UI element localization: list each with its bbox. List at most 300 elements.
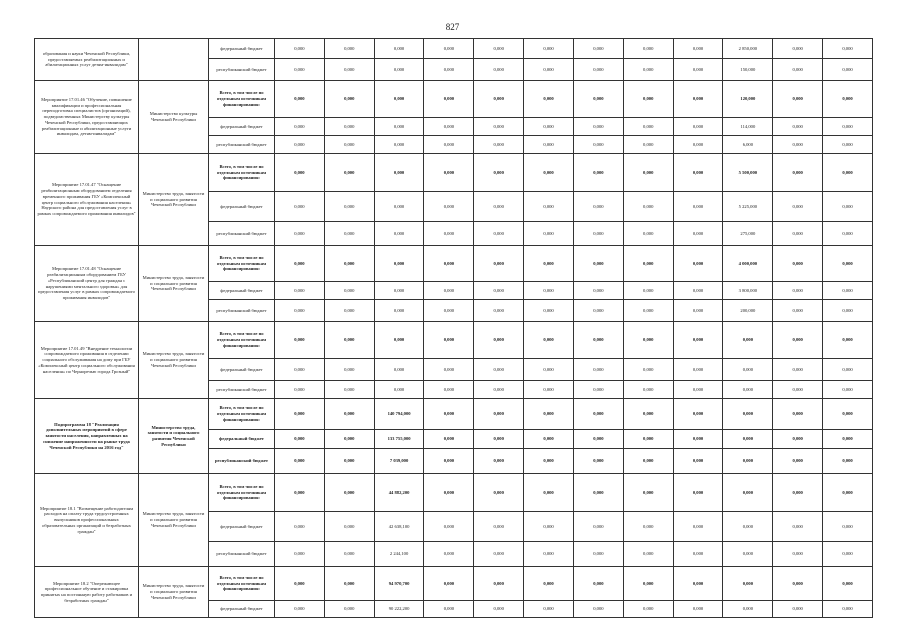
table-row <box>35 474 873 512</box>
value-cell: 0,000 <box>673 300 723 322</box>
value-cell: 0,000 <box>424 601 474 618</box>
value-cell: 0,000 <box>424 474 474 512</box>
value-cell: 0,000 <box>623 567 673 601</box>
value-cell: 0,000 <box>823 474 873 512</box>
value-cell: 0,000 <box>474 399 524 430</box>
value-cell: 0,000 <box>773 359 823 381</box>
value-cell: 0,000 <box>474 154 524 192</box>
value-cell: 0,000 <box>275 359 325 381</box>
value-cell: 0,000 <box>773 381 823 399</box>
funding-source-cell: республиканский бюджет <box>209 381 275 399</box>
value-cell: 0,000 <box>524 154 574 192</box>
value-cell: 0,000 <box>374 136 424 154</box>
value-cell: 120,000 <box>723 81 773 118</box>
value-cell: 3 800,000 <box>723 282 773 300</box>
value-cell: 0,000 <box>673 246 723 282</box>
value-cell: 0,000 <box>723 542 773 567</box>
value-cell: 114,000 <box>723 118 773 136</box>
value-cell: 0,000 <box>673 601 723 618</box>
value-cell: 0,000 <box>424 430 474 449</box>
value-cell: 0,000 <box>374 322 424 359</box>
value-cell: 0,000 <box>474 381 524 399</box>
value-cell: 0,000 <box>773 474 823 512</box>
value-cell: 0,000 <box>573 81 623 118</box>
value-cell: 0,000 <box>673 449 723 474</box>
value-cell: 0,000 <box>324 542 374 567</box>
value-cell: 0,000 <box>324 81 374 118</box>
funding-source-cell: Всего, в том числе по отдельным источникам финансирования: <box>209 567 275 601</box>
value-cell: 0,000 <box>275 222 325 246</box>
budget-table <box>34 38 873 618</box>
value-cell: 44 882,200 <box>374 474 424 512</box>
value-cell: 0,000 <box>275 154 325 192</box>
value-cell: 0,000 <box>573 39 623 59</box>
table-row <box>35 39 873 59</box>
value-cell: 0,000 <box>723 322 773 359</box>
value-cell: 0,000 <box>623 601 673 618</box>
value-cell: 0,000 <box>673 59 723 81</box>
funding-source-cell: республиканский бюджет <box>209 222 275 246</box>
measure-cell: Мероприятие 17.01.46 "Обучение, повышение квалификации и профессиональная переподготовка специалистов (организаций), подведомственных Министерству культуры Чеченской Республики, предоставляющих реабилитационные и абилитационные услуги инвалидам, детям-инвалидам" <box>35 81 139 154</box>
measure-cell: образования и науки Чеченской Республики, предоставляемых реабилитационных и абилитационных услуг детям-инвалидам" <box>35 39 139 81</box>
value-cell: 0,000 <box>623 300 673 322</box>
value-cell: 0,000 <box>424 222 474 246</box>
value-cell: 0,000 <box>275 399 325 430</box>
value-cell: 0,000 <box>275 136 325 154</box>
value-cell: 0,000 <box>623 359 673 381</box>
value-cell: 0,000 <box>673 399 723 430</box>
value-cell: 0,000 <box>374 246 424 282</box>
value-cell: 0,000 <box>573 474 623 512</box>
value-cell: 200,000 <box>723 300 773 322</box>
value-cell: 0,000 <box>424 449 474 474</box>
value-cell: 0,000 <box>723 567 773 601</box>
table-row <box>35 322 873 359</box>
value-cell: 0,000 <box>823 118 873 136</box>
value-cell: 0,000 <box>623 81 673 118</box>
value-cell: 0,000 <box>474 81 524 118</box>
value-cell: 0,000 <box>424 118 474 136</box>
value-cell: 0,000 <box>374 118 424 136</box>
funding-source-cell: федеральный бюджет <box>209 282 275 300</box>
value-cell: 0,000 <box>823 81 873 118</box>
value-cell: 0,000 <box>324 136 374 154</box>
value-cell: 0,000 <box>524 430 574 449</box>
value-cell: 0,000 <box>673 322 723 359</box>
value-cell: 0,000 <box>275 512 325 542</box>
value-cell: 0,000 <box>474 449 524 474</box>
value-cell: 0,000 <box>324 222 374 246</box>
value-cell: 0,000 <box>773 246 823 282</box>
measure-cell: Мероприятие 17.01.48 "Оснащение реабилитационным оборудованием ГБУ «Республиканский центр для граждан с нарушениями ментального здоровья» для предоставления услуг в рамках сопровождаемого проживания инвалидов" <box>35 246 139 322</box>
value-cell: 0,000 <box>374 192 424 222</box>
value-cell: 0,000 <box>673 136 723 154</box>
value-cell: 0,000 <box>723 359 773 381</box>
value-cell: 0,000 <box>524 282 574 300</box>
value-cell: 0,000 <box>673 39 723 59</box>
value-cell: 0,000 <box>374 59 424 81</box>
value-cell: 0,000 <box>623 222 673 246</box>
value-cell: 6,000 <box>723 136 773 154</box>
value-cell: 0,000 <box>723 601 773 618</box>
value-cell: 140 794,000 <box>374 399 424 430</box>
value-cell: 0,000 <box>573 300 623 322</box>
value-cell: 0,000 <box>673 222 723 246</box>
funding-source-cell: федеральный бюджет <box>209 39 275 59</box>
value-cell: 0,000 <box>275 282 325 300</box>
value-cell: 0,000 <box>623 322 673 359</box>
value-cell: 0,000 <box>324 39 374 59</box>
value-cell: 0,000 <box>374 381 424 399</box>
value-cell: 0,000 <box>324 192 374 222</box>
value-cell: 133 755,000 <box>374 430 424 449</box>
value-cell: 0,000 <box>524 81 574 118</box>
measure-cell: Подпрограмма 18 "Реализация дополнительных мероприятий в сфере занятости населения, направленных на снижение напряженности на рынке труда Чеченской Республики на 2016 год" <box>35 399 139 474</box>
value-cell: 0,000 <box>773 222 823 246</box>
value-cell: 0,000 <box>474 39 524 59</box>
value-cell: 0,000 <box>424 567 474 601</box>
executor-cell <box>139 39 209 81</box>
value-cell: 0,000 <box>424 39 474 59</box>
value-cell: 0,000 <box>324 300 374 322</box>
value-cell: 0,000 <box>573 222 623 246</box>
value-cell: 0,000 <box>474 282 524 300</box>
value-cell: 0,000 <box>474 59 524 81</box>
value-cell: 0,000 <box>623 512 673 542</box>
value-cell: 0,000 <box>524 359 574 381</box>
value-cell: 0,000 <box>573 282 623 300</box>
value-cell: 0,000 <box>773 300 823 322</box>
value-cell: 0,000 <box>424 246 474 282</box>
value-cell: 0,000 <box>573 118 623 136</box>
value-cell: 0,000 <box>723 512 773 542</box>
value-cell: 0,000 <box>474 222 524 246</box>
value-cell: 0,000 <box>673 381 723 399</box>
funding-source-cell: Всего, в том числе по отдельным источникам финансирования: <box>209 246 275 282</box>
value-cell: 0,000 <box>374 154 424 192</box>
value-cell: 0,000 <box>524 474 574 512</box>
value-cell: 0,000 <box>275 381 325 399</box>
value-cell: 7 039,000 <box>374 449 424 474</box>
value-cell: 94 970,700 <box>374 567 424 601</box>
table-row <box>35 399 873 430</box>
value-cell: 0,000 <box>324 282 374 300</box>
value-cell: 0,000 <box>723 399 773 430</box>
value-cell: 0,000 <box>773 601 823 618</box>
value-cell: 0,000 <box>673 512 723 542</box>
funding-source-cell: Всего, в том числе по отдельным источникам финансирования: <box>209 154 275 192</box>
value-cell: 0,000 <box>275 430 325 449</box>
value-cell: 0,000 <box>424 136 474 154</box>
value-cell: 0,000 <box>773 542 823 567</box>
value-cell: 0,000 <box>823 39 873 59</box>
value-cell: 0,000 <box>573 246 623 282</box>
value-cell: 0,000 <box>474 512 524 542</box>
executor-cell: Министерство труда, занятости и социального развития Чеченской Республики <box>139 246 209 322</box>
value-cell: 0,000 <box>324 474 374 512</box>
value-cell: 150,000 <box>723 59 773 81</box>
value-cell: 0,000 <box>773 154 823 192</box>
value-cell: 0,000 <box>324 154 374 192</box>
value-cell: 0,000 <box>573 359 623 381</box>
value-cell: 0,000 <box>823 59 873 81</box>
value-cell: 0,000 <box>823 449 873 474</box>
value-cell: 0,000 <box>374 81 424 118</box>
value-cell: 0,000 <box>324 246 374 282</box>
value-cell: 0,000 <box>324 118 374 136</box>
measure-cell: Мероприятие 17.01.49 "Внедрение технологии сопровождаемого проживания в отделении социального обслуживания на дому при ГБУ «Комплексный центр социального обслуживания населения» по Черноречью города Грозный" <box>35 322 139 399</box>
funding-source-cell: федеральный бюджет <box>209 601 275 618</box>
value-cell: 0,000 <box>324 430 374 449</box>
value-cell: 0,000 <box>823 136 873 154</box>
value-cell: 0,000 <box>424 59 474 81</box>
value-cell: 0,000 <box>424 192 474 222</box>
value-cell: 0,000 <box>773 136 823 154</box>
executor-cell: Министерство труда, занятости и социального развития Чеченской Республики <box>139 322 209 399</box>
value-cell: 0,000 <box>823 359 873 381</box>
value-cell: 0,000 <box>823 282 873 300</box>
value-cell: 0,000 <box>773 567 823 601</box>
value-cell: 0,000 <box>573 567 623 601</box>
value-cell: 0,000 <box>773 39 823 59</box>
value-cell: 0,000 <box>324 399 374 430</box>
value-cell: 0,000 <box>623 282 673 300</box>
funding-source-cell: республиканский бюджет <box>209 542 275 567</box>
value-cell: 0,000 <box>773 59 823 81</box>
value-cell: 0,000 <box>623 381 673 399</box>
value-cell: 0,000 <box>474 246 524 282</box>
value-cell: 0,000 <box>424 81 474 118</box>
value-cell: 0,000 <box>623 39 673 59</box>
executor-cell: Министерство труда, занятости и социального развития Чеченской Республики <box>139 567 209 618</box>
value-cell: 0,000 <box>374 222 424 246</box>
value-cell: 0,000 <box>324 449 374 474</box>
value-cell: 0,000 <box>623 59 673 81</box>
value-cell: 0,000 <box>275 81 325 118</box>
value-cell: 0,000 <box>573 449 623 474</box>
table-row <box>35 567 873 601</box>
value-cell: 0,000 <box>324 59 374 81</box>
value-cell: 0,000 <box>524 39 574 59</box>
value-cell: 0,000 <box>474 474 524 512</box>
value-cell: 0,000 <box>524 399 574 430</box>
value-cell: 0,000 <box>573 192 623 222</box>
value-cell: 0,000 <box>773 399 823 430</box>
measure-cell: Мероприятие 18.1 "Возмещение работодателям расходов на оплату труда трудоустроенных выпускников профессиональных образовательных организаций и безработных граждан" <box>35 474 139 567</box>
value-cell: 0,000 <box>623 430 673 449</box>
value-cell: 0,000 <box>474 118 524 136</box>
value-cell: 0,000 <box>474 136 524 154</box>
value-cell: 0,000 <box>424 542 474 567</box>
value-cell: 0,000 <box>823 246 873 282</box>
funding-source-cell: Всего, в том числе по отдельным источникам финансирования: <box>209 474 275 512</box>
value-cell: 0,000 <box>673 154 723 192</box>
funding-source-cell: республиканский бюджет <box>209 449 275 474</box>
value-cell: 0,000 <box>275 39 325 59</box>
value-cell: 0,000 <box>773 118 823 136</box>
value-cell: 0,000 <box>524 449 574 474</box>
executor-cell: Министерство труда, занятости и социального развития Чеченской Республики <box>139 474 209 567</box>
value-cell: 0,000 <box>424 300 474 322</box>
value-cell: 0,000 <box>524 512 574 542</box>
value-cell: 0,000 <box>275 59 325 81</box>
value-cell: 0,000 <box>275 246 325 282</box>
value-cell: 0,000 <box>623 246 673 282</box>
value-cell: 0,000 <box>524 192 574 222</box>
funding-source-cell: федеральный бюджет <box>209 512 275 542</box>
measure-cell: Мероприятие 17.01.47 "Оснащение реабилитационным оборудованием отделения временного проживания ГБУ «Комплексный центр социального обслуживания населения» Наурского района для предоставления услуг в рамках сопровождаемого проживания инвалидов" <box>35 154 139 246</box>
value-cell: 0,000 <box>823 567 873 601</box>
value-cell: 0,000 <box>673 359 723 381</box>
page-number: 827 <box>445 22 460 32</box>
value-cell: 0,000 <box>524 246 574 282</box>
value-cell: 0,000 <box>524 601 574 618</box>
value-cell: 0,000 <box>524 322 574 359</box>
value-cell: 0,000 <box>823 512 873 542</box>
value-cell: 0,000 <box>823 399 873 430</box>
value-cell: 4 000,000 <box>723 246 773 282</box>
executor-cell: Министерство труда, занятости и социального развития Чеченской Республики <box>139 399 209 474</box>
value-cell: 0,000 <box>324 359 374 381</box>
value-cell: 0,000 <box>573 430 623 449</box>
value-cell: 0,000 <box>374 39 424 59</box>
value-cell: 0,000 <box>424 399 474 430</box>
value-cell: 0,000 <box>723 381 773 399</box>
table-row <box>35 246 873 282</box>
funding-source-cell: федеральный бюджет <box>209 359 275 381</box>
value-cell: 2 244,100 <box>374 542 424 567</box>
value-cell: 0,000 <box>524 381 574 399</box>
value-cell: 0,000 <box>424 154 474 192</box>
value-cell: 0,000 <box>474 430 524 449</box>
value-cell: 0,000 <box>275 118 325 136</box>
value-cell: 42 638,100 <box>374 512 424 542</box>
funding-source-cell: республиканский бюджет <box>209 136 275 154</box>
value-cell: 0,000 <box>623 136 673 154</box>
value-cell: 0,000 <box>275 300 325 322</box>
value-cell: 0,000 <box>623 118 673 136</box>
value-cell: 0,000 <box>324 381 374 399</box>
value-cell: 0,000 <box>424 359 474 381</box>
funding-source-cell: Всего, в том числе по отдельным источникам финансирования: <box>209 322 275 359</box>
value-cell: 0,000 <box>573 512 623 542</box>
value-cell: 0,000 <box>773 449 823 474</box>
value-cell: 0,000 <box>823 300 873 322</box>
value-cell: 0,000 <box>823 430 873 449</box>
value-cell: 0,000 <box>823 222 873 246</box>
value-cell: 0,000 <box>374 359 424 381</box>
value-cell: 0,000 <box>773 192 823 222</box>
funding-source-cell: Всего, в том числе по отдельным источникам финансирования: <box>209 81 275 118</box>
value-cell: 0,000 <box>524 136 574 154</box>
value-cell: 0,000 <box>573 322 623 359</box>
value-cell: 0,000 <box>723 474 773 512</box>
value-cell: 0,000 <box>474 601 524 618</box>
value-cell: 0,000 <box>823 381 873 399</box>
value-cell: 0,000 <box>374 282 424 300</box>
value-cell: 0,000 <box>573 59 623 81</box>
value-cell: 0,000 <box>823 192 873 222</box>
value-cell: 0,000 <box>823 601 873 618</box>
value-cell: 0,000 <box>623 474 673 512</box>
value-cell: 0,000 <box>623 449 673 474</box>
value-cell: 0,000 <box>723 430 773 449</box>
value-cell: 0,000 <box>623 542 673 567</box>
value-cell: 0,000 <box>573 154 623 192</box>
value-cell: 0,000 <box>474 322 524 359</box>
value-cell: 0,000 <box>673 118 723 136</box>
value-cell: 0,000 <box>275 601 325 618</box>
value-cell: 5 500,000 <box>723 154 773 192</box>
funding-source-cell: федеральный бюджет <box>209 192 275 222</box>
measure-cell: Мероприятие 18.2 "Опережающее профессиональное обучение и стажировка принятых на постоянную работу работников и безработных граждан" <box>35 567 139 618</box>
funding-source-cell: федеральный бюджет <box>209 118 275 136</box>
value-cell: 0,000 <box>324 601 374 618</box>
value-cell: 0,000 <box>524 59 574 81</box>
funding-source-cell: республиканский бюджет <box>209 300 275 322</box>
value-cell: 0,000 <box>773 322 823 359</box>
value-cell: 0,000 <box>275 322 325 359</box>
value-cell: 0,000 <box>673 192 723 222</box>
value-cell: 0,000 <box>275 542 325 567</box>
value-cell: 0,000 <box>823 154 873 192</box>
value-cell: 0,000 <box>573 399 623 430</box>
value-cell: 0,000 <box>474 567 524 601</box>
value-cell: 0,000 <box>524 300 574 322</box>
value-cell: 0,000 <box>524 567 574 601</box>
value-cell: 0,000 <box>673 282 723 300</box>
value-cell: 0,000 <box>324 322 374 359</box>
value-cell: 5 225,000 <box>723 192 773 222</box>
value-cell: 0,000 <box>823 542 873 567</box>
value-cell: 0,000 <box>474 542 524 567</box>
value-cell: 0,000 <box>275 567 325 601</box>
value-cell: 0,000 <box>773 282 823 300</box>
value-cell: 0,000 <box>673 542 723 567</box>
value-cell: 0,000 <box>573 601 623 618</box>
value-cell: 0,000 <box>474 300 524 322</box>
value-cell: 0,000 <box>374 300 424 322</box>
value-cell: 0,000 <box>524 118 574 136</box>
funding-source-cell: Всего, в том числе по отдельным источникам финансирования: <box>209 399 275 430</box>
value-cell: 0,000 <box>573 542 623 567</box>
table-row <box>35 154 873 192</box>
value-cell: 0,000 <box>424 512 474 542</box>
value-cell: 0,000 <box>324 512 374 542</box>
value-cell: 0,000 <box>474 192 524 222</box>
value-cell: 0,000 <box>573 136 623 154</box>
value-cell: 0,000 <box>673 567 723 601</box>
value-cell: 0,000 <box>424 282 474 300</box>
value-cell: 0,000 <box>623 399 673 430</box>
value-cell: 0,000 <box>673 81 723 118</box>
value-cell: 0,000 <box>773 81 823 118</box>
value-cell: 0,000 <box>424 381 474 399</box>
funding-source-cell: республиканский бюджет <box>209 59 275 81</box>
value-cell: 0,000 <box>275 474 325 512</box>
value-cell: 0,000 <box>324 567 374 601</box>
value-cell: 90 222,200 <box>374 601 424 618</box>
table-row <box>35 81 873 118</box>
executor-cell: Министерство труда, занятости и социального развития Чеченской Республики <box>139 154 209 246</box>
value-cell: 0,000 <box>723 449 773 474</box>
value-cell: 0,000 <box>773 430 823 449</box>
value-cell: 0,000 <box>524 542 574 567</box>
executor-cell: Министерство культуры Чеченской Республики <box>139 81 209 154</box>
value-cell: 0,000 <box>673 430 723 449</box>
value-cell: 0,000 <box>823 322 873 359</box>
value-cell: 0,000 <box>474 359 524 381</box>
